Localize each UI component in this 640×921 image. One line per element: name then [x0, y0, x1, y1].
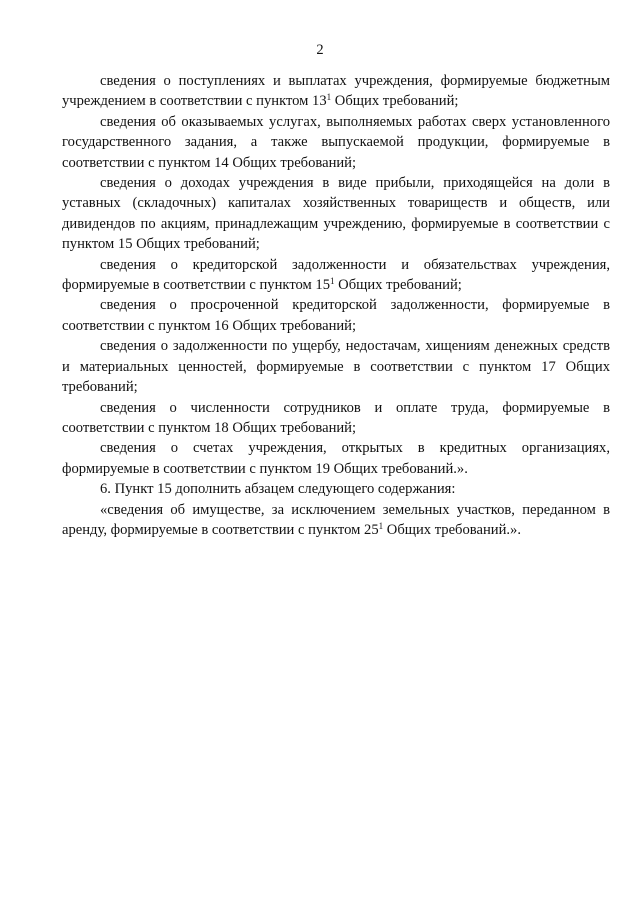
- superscript: 1: [330, 276, 335, 287]
- paragraph-text: сведения о просроченной кредиторской задолженности, формируемые в соответствии с пунктом 16 Общих требований;: [62, 297, 610, 334]
- paragraph-profit-income: [62, 173, 610, 255]
- paragraph-text: сведения об оказываемых услугах, выполняемых работах сверх установленного государственного задания, а также выпускаемой продукции, формируемые в соответствии с пунктом 14 Общих требований;: [62, 113, 610, 171]
- paragraph-staff-payroll: [62, 398, 610, 439]
- superscript: 1: [326, 92, 332, 103]
- paragraph-text: Общих требований;: [331, 93, 459, 110]
- paragraph-text: сведения о кредиторской задолженности и обязательствах учреждения, формируемые в соответствии с пунктом 15: [62, 256, 610, 294]
- paragraph-leased-property: [62, 500, 610, 541]
- paragraph-text: сведения о поступлениях и выплатах учреждения, формируемые бюджетным учреждением в соответствии с пунктом 13: [62, 73, 610, 110]
- page-number: 2: [316, 42, 324, 58]
- document-body: [62, 71, 610, 540]
- paragraph-creditor-debt: [62, 255, 610, 296]
- paragraph-text: Общих требований.».: [383, 521, 521, 538]
- paragraph-bank-accounts: [62, 438, 610, 479]
- paragraph-text: 6. Пункт 15 дополнить абзацем следующего содержания:: [100, 481, 456, 498]
- paragraph-overdue-debt: [62, 295, 610, 336]
- paragraph-text: «сведения об имуществе, за исключением земельных участков, переданном в аренду, формируемые в соответствии с пунктом 25: [62, 501, 610, 538]
- paragraph-text: сведения о задолженности по ущербу, недостачам, хищениям денежных средств и материальных ценностей, формируемые в соответствии с пунктом 17 Общих требований;: [62, 338, 610, 396]
- paragraph-damage-debt: [62, 336, 610, 397]
- paragraph-clause-6: [62, 479, 610, 499]
- paragraph-income-payments: [62, 71, 610, 112]
- superscript: 1: [378, 520, 384, 531]
- paragraph-text: сведения о доходах учреждения в виде прибыли, приходящейся на доли в уставных (складочных) капиталах хозяйственных товариществ и обществ, или дивидендов по акциям, принадлежащим учреждению, формируемые в соответствии с пунктом 15 Общих требований;: [62, 175, 610, 253]
- paragraph-text: сведения о численности сотрудников и оплате труда, формируемые в соответствии с пунктом 18 Общих требований;: [62, 399, 610, 436]
- paragraph-text: Общих требований;: [334, 277, 462, 294]
- paragraph-services: [62, 112, 610, 173]
- paragraph-text: сведения о счетах учреждения, открытых в кредитных организациях, формируемые в соответствии с пунктом 19 Общих требований.».: [62, 440, 610, 477]
